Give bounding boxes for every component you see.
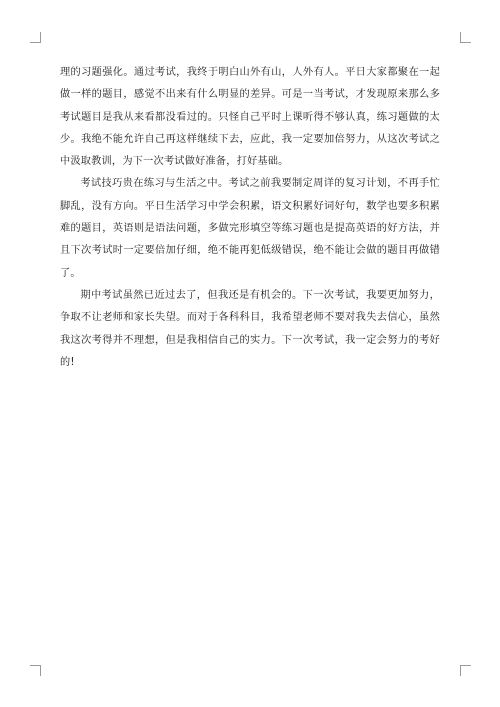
paragraph-3: 期中考试虽然已近过去了，但我还是有机会的。下一次考试，我要更加努力，争取不让老师和家长失望。而对于各科科目，我希望老师不要对我失去信心，虽然我这次考得并不理想，但是我相信自己的实力。下一次考试，我一定会努力的考好的! [60,289,440,368]
crop-mark-bottom-left [30,665,41,676]
paragraph-1: 理的习题强化。通过考试，我终于明白山外有山，人外有人。平日大家都聚在一起做一样的题目，感觉不出来有什么明显的差异。可是一当考试，才发现原来那么多考试题目是我从来看都没看过的。只怪自己平时上课听得不够认真，练习题做的太少。我绝不能允许自己再这样继续下去，应此，我一定要加倍努力，从这次考试之中汲取教训，为下一次考试做好准备，打好基础。 [60,67,440,168]
document-body [60,62,440,374]
crop-mark-top-right [460,32,471,43]
crop-mark-top-left [30,32,41,43]
crop-mark-bottom-right [460,665,471,676]
paragraph-2: 考试技巧贵在练习与生活之中。考试之前我要制定周详的复习计划，不再手忙脚乱，没有方向。平日生活学习中学会积累，语文积累好词好句，数学也要多积累难的题目，英语则是语法问题，多做完形填空等练习题也是提高英语的好方法，并且下次考试时一定要倍加仔细，绝不能再犯低级错误，绝不能让会做的题目再做错了。 [60,178,440,279]
